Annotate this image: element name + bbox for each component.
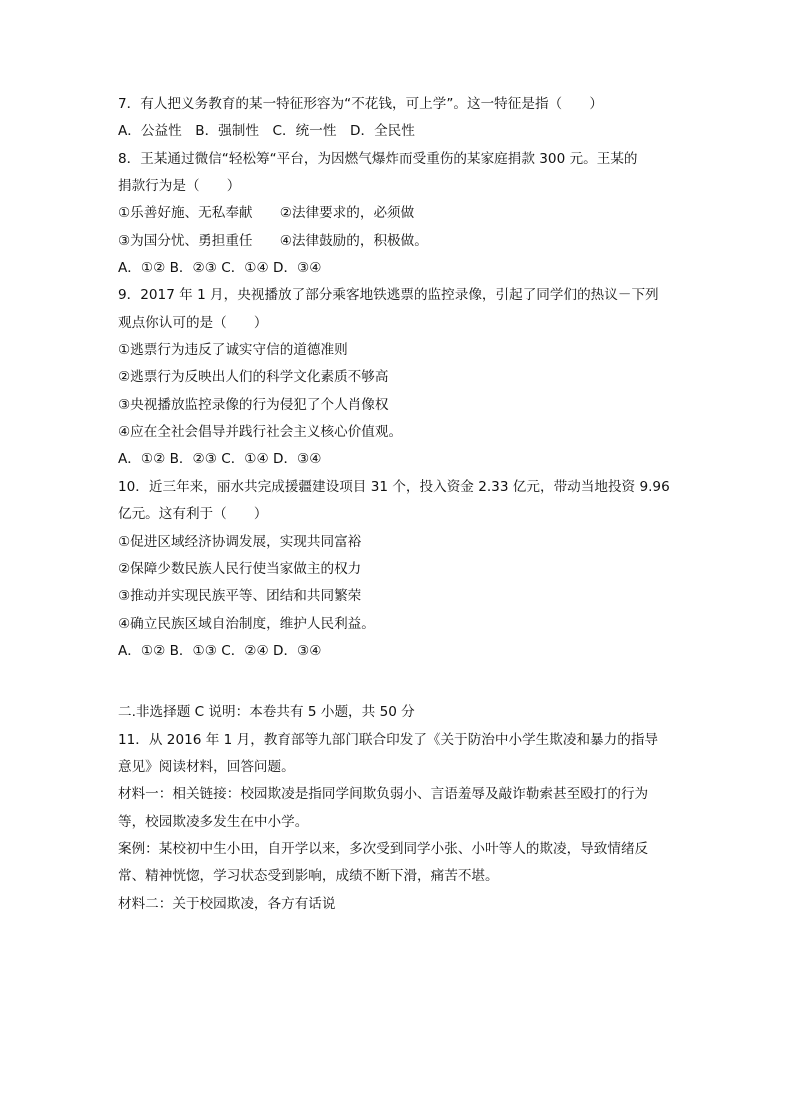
section-2: [118, 699, 678, 918]
statement: ①促进区域经济协调发展，实现共同富裕: [118, 533, 362, 550]
statement: ①逃票行为违反了诚实守信的道德准则: [118, 342, 348, 359]
spacer: [118, 665, 678, 699]
case-text: 常、精神恍惚，学习状态受到影响，成绩不断下滑，痛苦不堪。: [118, 868, 499, 885]
statement: ④确立民族区域自治制度，维护人民利益。: [118, 615, 375, 632]
question-stem: 亿元。这有利于（ ）: [118, 506, 268, 523]
statement: ③央视播放监控录像的行为侵犯了个人肖像权: [118, 396, 389, 413]
question-10: [118, 474, 678, 665]
statement: ④应在全社会倡导并践行社会主义核心价值观。: [118, 424, 403, 441]
question-stem: 10．近三年来，丽水共完成援疆建设项目 31 个，投入资金 2.33 亿元，带动当地投资 9.96: [118, 478, 670, 495]
question-stem: 9．2017 年 1 月，央视播放了部分乘客地铁逃票的监控录像，引起了同学们的热议－下列: [118, 287, 659, 304]
answer-options: A．①② B．①③ C．②④ D．③④: [118, 642, 322, 659]
statement: ③推动并实现民族平等、团结和共同繁荣: [118, 588, 362, 605]
material-text: 等，校园欺凌多发生在中小学。: [118, 813, 309, 830]
answer-options: A．①② B．②③ C．①④ D．③④: [118, 260, 322, 277]
statement: ②逃票行为反映出人们的科学文化素质不够高: [118, 369, 389, 386]
statement: ②保障少数民族人民行使当家做主的权力: [118, 560, 362, 577]
answer-options: A．公益性 B．强制性 C．统一性 D．全民性: [118, 123, 415, 140]
statement: ①乐善好施、无私奉献 ②法律要求的，必须做: [118, 205, 415, 222]
question-stem: 意见》阅读材料，回答问题。: [118, 758, 295, 775]
question-stem: 8．王某通过微信“轻松筹“平台，为因燃气爆炸而受重伤的某家庭捐款 300 元。王某的: [118, 150, 638, 167]
material-text: 材料二：关于校园欺凌，各方有话说: [118, 895, 336, 912]
section-heading: 二.非选择题 C 说明：本卷共有 5 小题，共 50 分: [118, 704, 415, 721]
material-text: 材料一：相关链接：校园欺凌是指同学间欺负弱小、言语羞辱及敲诈勒索甚至殴打的行为: [118, 786, 649, 803]
case-text: 案例：某校初中生小田，自开学以来，多次受到同学小张、小叶等人的欺凌，导致情绪反: [118, 840, 649, 857]
question-stem: 7．有人把义务教育的某一特征形容为“不花钱，可上学”。这一特征是指（ ）: [118, 96, 603, 112]
statement: ③为国分忧、勇担重任 ④法律鼓励的，积极做。: [118, 232, 428, 249]
document-page: [118, 91, 678, 918]
question-stem: 捐款行为是（ ）: [118, 178, 241, 195]
question-8: [118, 146, 678, 283]
question-9: [118, 282, 678, 473]
answer-options: A．①② B．②③ C．①④ D．③④: [118, 451, 322, 468]
question-7: [118, 91, 678, 146]
question-stem: 观点你认可的是（ ）: [118, 314, 268, 331]
question-stem: 11．从 2016 年 1 月，教育部等九部门联合印发了《关于防治中小学生欺凌和暴力的指导: [118, 731, 659, 748]
